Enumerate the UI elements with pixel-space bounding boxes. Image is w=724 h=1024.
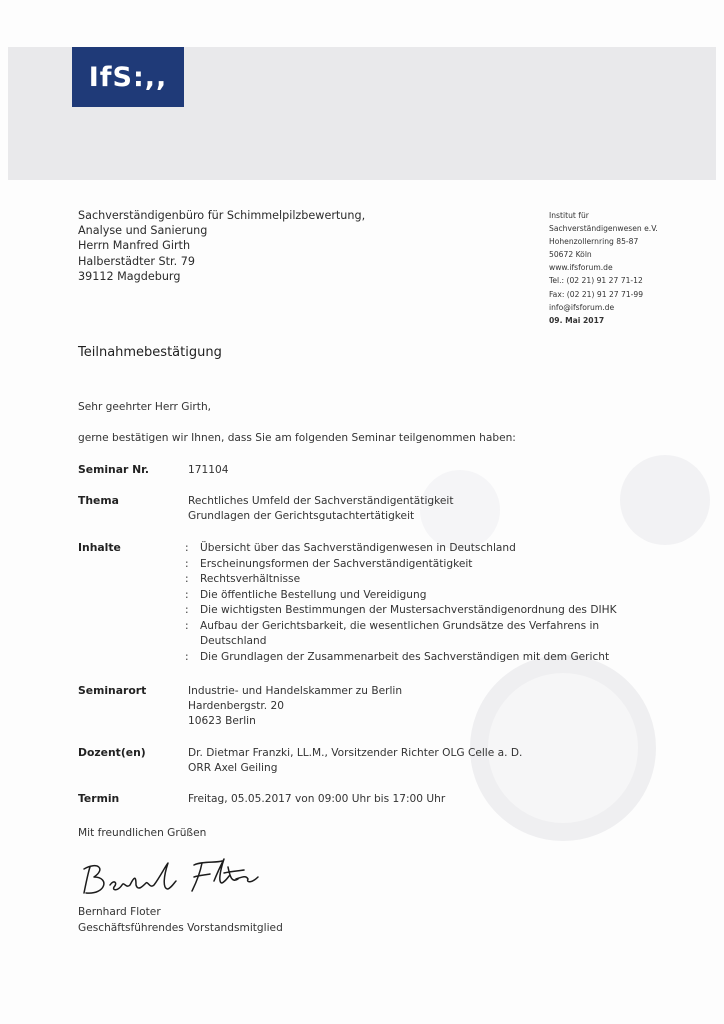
address-line: Halberstädter Str. 79: [78, 254, 195, 268]
institute-contact: [549, 209, 658, 327]
dozent-line: Dr. Dietmar Franzki, LL.M., Vorsitzender Richter OLG Celle a. D.: [188, 747, 523, 759]
handwritten-signature: [76, 855, 276, 905]
thema-value: [188, 494, 454, 524]
item-text: Die Grundlagen der Zusammenarbeit des Sachverständigen mit dem Gericht: [200, 650, 610, 663]
signer-role: Geschäftsführendes Vorstandsmitglied: [78, 921, 283, 934]
institute-website[interactable]: www.ifsforum.de: [549, 263, 613, 273]
institute-line: Sachverständigenwesen e.V.: [549, 224, 658, 234]
list-item: [185, 557, 630, 573]
inhalte-list: [185, 541, 630, 665]
signer-block: [78, 905, 283, 936]
item-text: Die öffentliche Bestellung und Vereidigung: [200, 588, 427, 601]
thema-line: Grundlagen der Gerichtsgutachtertätigkeit: [188, 510, 415, 523]
institute-email[interactable]: info@ifsforum.de: [549, 302, 615, 312]
thema-line: Rechtliches Umfeld der Sachverständigentätigkeit: [188, 495, 454, 507]
intro-text: gerne bestätigen wir Ihnen, dass Sie am folgenden Seminar teilgenommen haben:: [78, 432, 516, 444]
address-line: 39112 Magdeburg: [78, 269, 181, 283]
termin-label: Termin: [78, 792, 120, 805]
salutation: Sehr geehrter Herr Girth,: [78, 401, 212, 413]
seminarort-line: Industrie- und Handelskammer zu Berlin: [188, 685, 403, 697]
list-item: [185, 588, 630, 604]
institute-phone: Tel.: (02 21) 91 27 71-12: [549, 276, 643, 286]
recipient-address: [78, 208, 365, 284]
seminar-nr-value: 171104: [188, 464, 229, 476]
item-text: Übersicht über das Sachverständigenwesen in Deutschland: [200, 542, 516, 554]
ifs-logo: [72, 47, 184, 107]
item-text: Die wichtigsten Bestimmungen der Mustersachverständigenordnung des DIHK: [200, 604, 617, 616]
item-separator: :: [185, 588, 189, 601]
seminarort-value: [188, 684, 402, 729]
list-item: [185, 619, 630, 650]
item-separator: :: [185, 542, 189, 554]
letter-date: 09. Mai 2017: [549, 315, 605, 325]
closing-text: Mit freundlichen Grüßen: [78, 827, 207, 839]
item-text: Rechtsverhältnisse: [200, 573, 301, 585]
list-item: [185, 541, 630, 557]
dozent-line: ORR Axel Geiling: [188, 762, 278, 775]
item-text: Erscheinungsformen der Sachverständigentätigkeit: [200, 557, 473, 570]
institute-line: Institut für: [549, 211, 589, 220]
thema-label: Thema: [78, 494, 119, 507]
seminarort-label: Seminarort: [78, 684, 147, 697]
institute-line: Hohenzollernring 85-87: [549, 237, 639, 247]
document-title: Teilnahmebestätigung: [78, 345, 222, 360]
institute-fax: Fax: (02 21) 91 27 71-99: [549, 289, 644, 299]
address-line: Herrn Manfred Girth: [78, 239, 191, 253]
seminarort-line: Hardenbergstr. 20: [188, 700, 284, 713]
termin-value: Freitag, 05.05.2017 von 09:00 Uhr bis 17:00 Uhr: [188, 793, 446, 805]
address-line: Analyse und Sanierung: [78, 224, 208, 238]
address-line: Sachverständigenbüro für Schimmelpilzbewertung,: [78, 209, 366, 222]
list-item: [185, 650, 630, 666]
dozenten-value: [188, 746, 522, 776]
item-separator: :: [185, 650, 189, 663]
institute-line: 50672 Köln: [549, 250, 592, 260]
dozenten-label: Dozent(en): [78, 746, 146, 759]
list-item: [185, 572, 630, 588]
seminarort-line: 10623 Berlin: [188, 715, 256, 728]
item-separator: :: [185, 604, 189, 616]
item-text: Aufbau der Gerichtsbarkeit, die wesentlichen Grundsätze des Verfahrens in Deutschland: [200, 619, 600, 647]
logo-text: IfS:,,: [88, 61, 168, 93]
item-separator: :: [185, 557, 189, 570]
inhalte-label: Inhalte: [78, 541, 121, 554]
item-separator: :: [185, 573, 189, 585]
list-item: [185, 603, 630, 619]
signer-name: Bernhard Floter: [78, 906, 161, 918]
item-separator: :: [185, 619, 189, 632]
seminar-nr-label: Seminar Nr.: [78, 463, 150, 476]
background-watermark-2: [620, 455, 710, 545]
